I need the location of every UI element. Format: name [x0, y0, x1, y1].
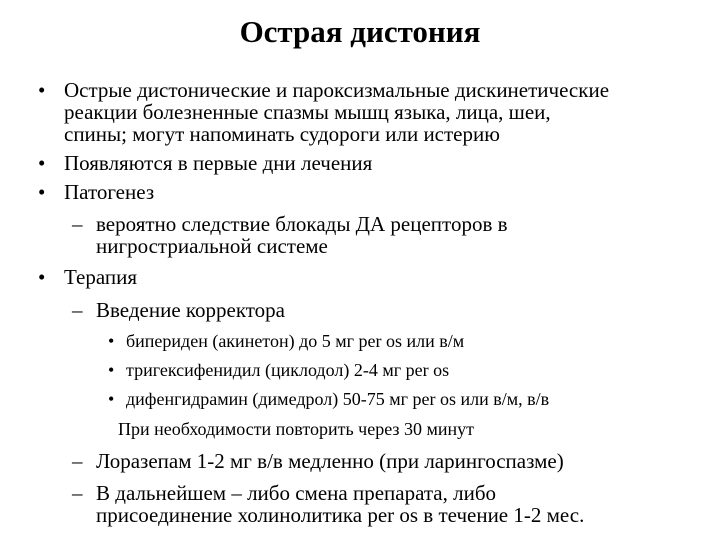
bullet-text: спины; могут напоминать судороги или истерию — [64, 122, 500, 146]
slide-title: Острая дистония — [239, 14, 481, 49]
bullet-marker: • — [38, 265, 46, 289]
sub-bullet-text: Введение корректора — [96, 298, 285, 322]
sub-sub-bullet-marker: • — [108, 389, 115, 409]
bullet-text: Появляются в первые дни лечения — [64, 151, 373, 175]
sub-bullet-text: вероятно следствие блокады ДА рецепторов в — [96, 212, 508, 236]
dash-marker: – — [72, 481, 83, 505]
bullet-text: Патогенез — [64, 180, 155, 204]
bullet-text: реакции болезненные спазмы мышц языка, лица, шеи, — [64, 100, 551, 124]
sub-sub-bullet-marker: • — [108, 360, 115, 380]
note-text: При необходимости повторить через 30 минут — [118, 419, 475, 439]
sub-bullet-text: Лоразепам 1-2 мг в/в медленно (при ларингоспазме) — [96, 449, 564, 473]
bullet-text: Терапия — [64, 265, 138, 289]
dash-marker: – — [72, 298, 83, 322]
sub-bullet-text: нигростриальной системе — [96, 234, 328, 258]
sub-bullet-text: присоединение холинолитика per os в течение 1-2 мес. — [96, 503, 585, 527]
sub-sub-bullet-marker: • — [108, 331, 115, 351]
dash-marker: – — [72, 449, 83, 473]
sub-sub-bullet-text: дифенгидрамин (димедрол) 50-75 мг per os или в/м, в/в — [126, 389, 550, 409]
sub-bullet-text: В дальнейшем – либо смена препарата, либо — [96, 481, 497, 505]
bullet-marker: • — [38, 180, 46, 204]
dash-marker: – — [72, 212, 83, 236]
sub-sub-bullet-text: тригексифенидил (циклодол) 2-4 мг per os — [126, 360, 450, 380]
bullet-marker: • — [38, 151, 46, 175]
sub-sub-bullet-text: бипериден (акинетон) до 5 мг per os или в/м — [126, 331, 465, 351]
bullet-marker: • — [38, 78, 46, 102]
bullet-text: Острые дистонические и пароксизмальные дискинетические — [64, 78, 610, 102]
